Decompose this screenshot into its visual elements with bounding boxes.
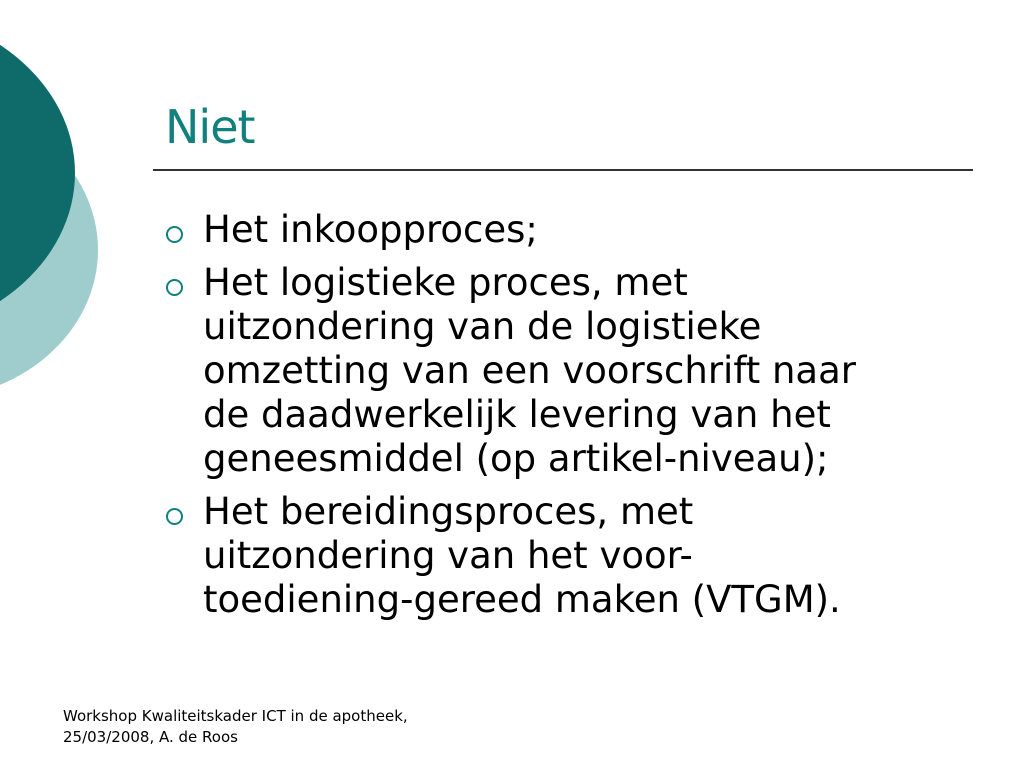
bullet-item-inkoopproces xyxy=(162,208,962,252)
slide-title: Niet xyxy=(165,100,255,154)
footer-line: 25/03/2008, A. de Roos xyxy=(63,728,238,746)
bullet-list xyxy=(162,208,962,631)
bullet-line: de daadwerkelijk levering van het xyxy=(203,393,831,436)
bullet-line: Het inkoopproces; xyxy=(203,208,538,251)
bullet-line: uitzondering van het voor- xyxy=(203,534,693,577)
bullet-line: Het bereidingsproces, met xyxy=(203,490,694,533)
bullet-line: uitzondering van de logistieke xyxy=(203,305,762,348)
footer-line: Workshop Kwaliteitskader ICT in de apotheek, xyxy=(63,707,408,725)
slide-footer xyxy=(63,706,408,748)
title-divider xyxy=(153,169,973,171)
bullet-line: toediening-gereed maken (VTGM). xyxy=(203,578,841,621)
bullet-line: geneesmiddel (op artikel-niveau); xyxy=(203,437,829,480)
hollow-circle-bullet-icon xyxy=(166,226,183,243)
hollow-circle-bullet-icon xyxy=(166,508,183,525)
bullet-item-bereidingsproces xyxy=(162,490,962,622)
hollow-circle-bullet-icon xyxy=(166,279,183,296)
bullet-line: Het logistieke proces, met xyxy=(203,261,688,304)
bullet-item-logistieke-proces xyxy=(162,261,962,481)
bullet-line: omzetting van een voorschrift naar xyxy=(203,349,856,392)
